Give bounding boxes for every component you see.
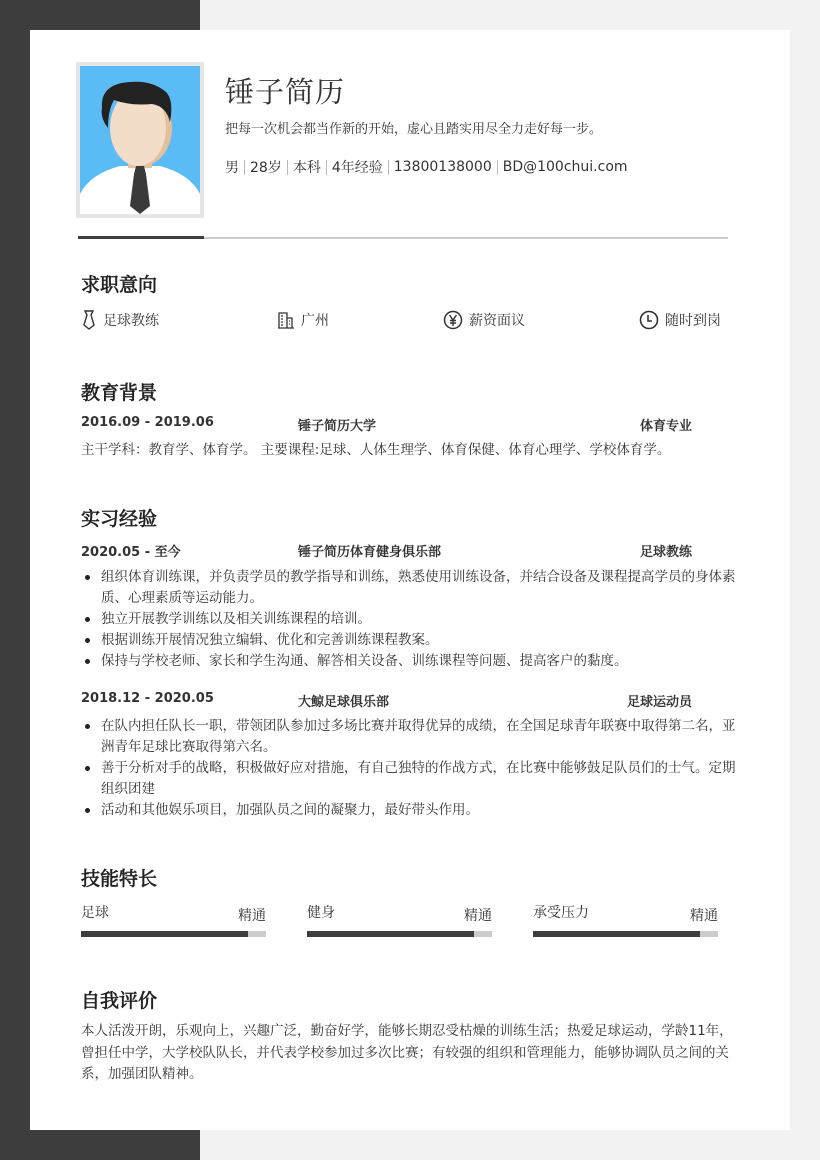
skill-name: 承受压力 [533, 905, 589, 921]
list-item: 独立开展教学训练以及相关训练课程的培训。 [81, 609, 743, 630]
intent-city [277, 310, 329, 330]
skill-name: 健身 [307, 905, 335, 921]
building-icon [277, 311, 295, 329]
email: BD@100chui.com [502, 159, 628, 175]
intent-label: 薪资面议 [469, 313, 525, 329]
job-role: 足球运动员 [626, 695, 692, 710]
list-item: 善于分析对手的战略，积极做好应对措施，有自己独特的作战方式，在比赛中能够鼓足队员们的士气。定期组织团建 [81, 758, 743, 800]
skill-level: 精通 [464, 908, 492, 924]
resume-page [30, 30, 790, 1130]
person-avatar-icon [80, 66, 200, 214]
job-bullets [81, 567, 743, 672]
phone: 13800138000 [393, 159, 492, 175]
intent-label: 足球教练 [103, 313, 159, 329]
job-header [81, 541, 692, 561]
section-title-experience: 实习经验 [81, 508, 158, 530]
intent-label: 随时到岗 [665, 313, 721, 329]
list-item: 组织体育训练课，并负责学员的教学指导和训练，熟悉使用训练设备，并结合设备及课程提高学员的身体素质、心理素质等运动能力。 [81, 567, 743, 609]
section-title-self-evaluation: 自我评价 [81, 990, 158, 1012]
skill-level: 精通 [690, 908, 718, 924]
clock-icon [639, 310, 659, 330]
skill-bar [533, 931, 718, 937]
education-date: 2016.09 - 2019.06 [81, 415, 214, 430]
self-evaluation-text: 本人活泼开朗，乐观向上，兴趣广泛，勤奋好学，能够长期忍受枯燥的训练生活；热爱足球运动，学龄11年，曾担任中学，大学校队队长，并代表学校参加过多次比赛；有较强的组织和管理能力，能够协调队员之间的关系，加强团队精神。 [81, 1023, 733, 1082]
job-header [81, 691, 692, 711]
skill-bar [307, 931, 492, 937]
list-item: 活动和其他娱乐项目，加强队员之间的凝聚力，最好带头作用。 [81, 800, 743, 821]
gender: 男 [225, 160, 239, 176]
section-title-education: 教育背景 [81, 382, 158, 404]
education-description: 主干学科：教育学、体育学。 主要课程:足球、人体生理学、体育保健、体育心理学、学校体育学。 [81, 442, 671, 458]
skill-bar-fill [533, 931, 700, 937]
job-org: 锤子简历体育健身俱乐部 [298, 545, 442, 560]
section-title-intent: 求职意向 [81, 274, 158, 296]
education-row [81, 415, 692, 435]
list-item: 在队内担任队长一职，带领团队参加过多场比赛并取得优异的成绩，在全国足球青年联赛中取得第二名，亚洲青年足球比赛取得第六名。 [81, 716, 743, 758]
header-divider [78, 237, 728, 239]
intent-label: 广州 [301, 313, 329, 329]
experience-years: 4年经验 [331, 160, 383, 176]
job-date: 2020.05 - 至今 [81, 545, 181, 560]
intent-position [81, 310, 159, 330]
job-org: 大鲸足球俱乐部 [298, 695, 390, 710]
job-role: 足球教练 [639, 545, 692, 560]
school-name: 锤子简历大学 [298, 419, 377, 434]
basic-info [225, 157, 628, 177]
list-item: 根据训练开展情况独立编辑、优化和完善训练课程教案。 [81, 630, 743, 651]
resume-name: 锤子简历 [225, 75, 346, 109]
age: 28岁 [250, 160, 282, 176]
intent-availability [639, 310, 721, 330]
skill-level: 精通 [238, 908, 266, 924]
motto: 把每一次机会都当作新的开始，虚心且踏实用尽全力走好每一步。 [225, 122, 603, 137]
section-title-skills: 技能特长 [81, 868, 158, 890]
list-item: 保持与学校老师、家长和学生沟通、解答相关设备、训练课程等问题、提高客户的黏度。 [81, 651, 743, 672]
skill-name: 足球 [81, 905, 109, 921]
tie-icon [81, 310, 97, 330]
job-date: 2018.12 - 2020.05 [81, 691, 214, 706]
major: 体育专业 [639, 419, 692, 434]
yen-icon [443, 310, 463, 330]
job-bullets [81, 716, 743, 821]
skill-bar-fill [307, 931, 474, 937]
skill-bar [81, 931, 266, 937]
intent-salary [443, 310, 525, 330]
skill-bar-fill [81, 931, 248, 937]
avatar [76, 62, 204, 218]
degree: 本科 [292, 160, 321, 176]
